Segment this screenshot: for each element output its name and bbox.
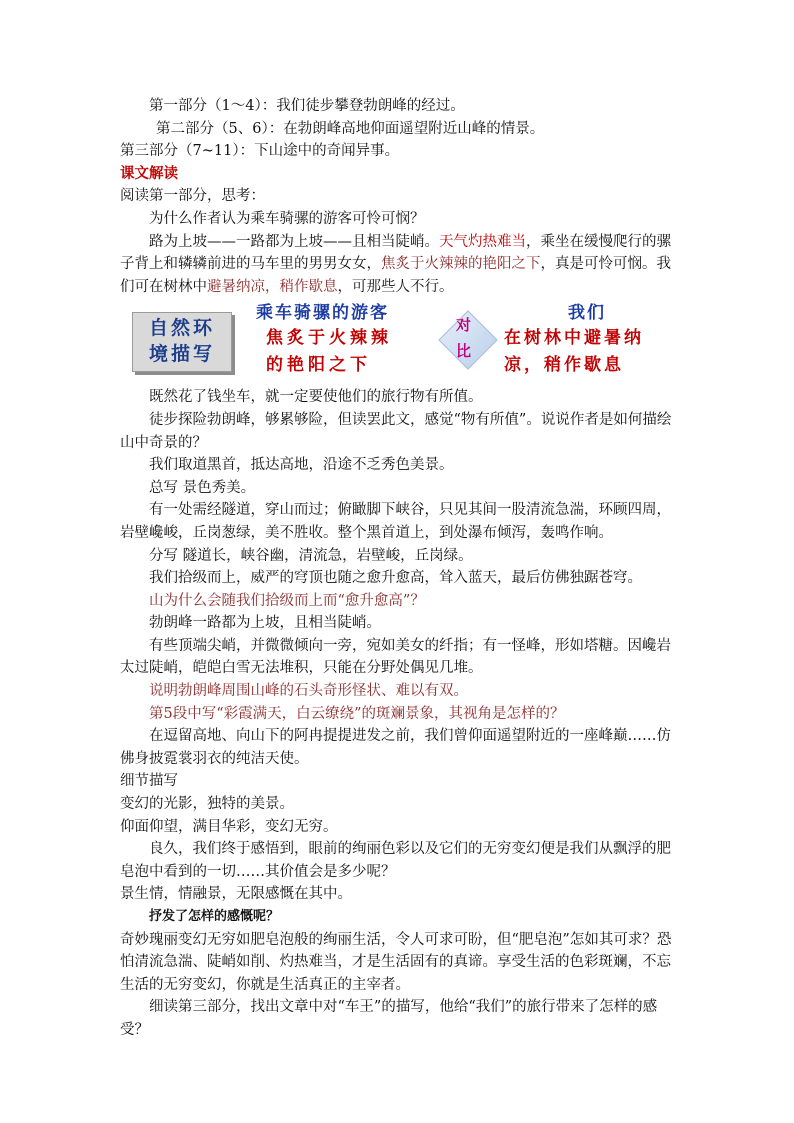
we-line1: 在树林中避暑纳 bbox=[504, 328, 644, 349]
label-detail: 细节描写 bbox=[120, 773, 178, 790]
detail-label: 分写 隧道长，峡谷幽，清流急，岩壁峻，丘岗绿。 bbox=[149, 547, 473, 564]
para-peaks: 有些顶端尖峭，并微微倾向一旁，宛如美女的纤指；有一怪峰，形如塔糖。因巉岩太过陡峭，皑皑白雪无法堆积，只能在分野处偶见几堆。 bbox=[120, 637, 671, 677]
rider-title: 乘车骑骡的游客 bbox=[256, 303, 389, 324]
para-steep: 勃朗峰一路都为上坡，且相当陡峭。 bbox=[149, 615, 381, 632]
outline-part3: 第三部分（7~11）：下山途中的奇闻异事。 bbox=[120, 143, 400, 160]
section-heading: 课文解读 bbox=[120, 164, 178, 182]
contrast-banner bbox=[120, 302, 680, 380]
para-gaze: 在逗留高地、向山下的阿冉提提进发之前，我们曾仰面遥望附近的一座峰巅……仿佛身披霓裳羽衣的纯洁天使。 bbox=[120, 728, 671, 767]
we-line2: 凉，稍作歇息 bbox=[504, 355, 624, 376]
nature-box-line2: 境描写 bbox=[148, 343, 215, 366]
outline-part1: 第一部分（1～4）：我们徒步攀登勃朗峰的经过。 bbox=[149, 98, 465, 114]
question-3: 山为什么会随我们拾级而上而“愈升愈高”？ bbox=[149, 592, 425, 609]
para-valley: 有一处需经隧道，穿山而过；俯瞰脚下峡谷，只见其间一股清流急湍，环顾四周，岩壁巉峻，丘岗葱绿，美不胜收。整个黑首道上，到处瀑布倾泻，轰鸣作响。 bbox=[120, 502, 671, 541]
answer1-highlight-rest: 避暑纳凉，稍作歇息 bbox=[207, 278, 338, 295]
answer1-text-c: ，真是可怜可悯。我们可在树林中 bbox=[120, 256, 671, 295]
rider-line2: 的艳阳之下 bbox=[266, 355, 371, 376]
question-1: 为什么作者认为乘车骑骡的游客可怜可悯？ bbox=[149, 210, 425, 227]
outline-part2: 第二部分（5、6）：在勃朗峰高地仰面遥望附近山峰的情景。 bbox=[156, 120, 545, 137]
answer1-highlight-sun: 焦炙于火辣辣的艳阳之下 bbox=[381, 256, 541, 273]
answer-1 bbox=[120, 231, 680, 299]
para-life: 奇妙瑰丽变幻无穷如肥皂泡般的绚丽生活，令人可求可盼，但“肥皂泡”怎如其可求？恐怕清流急湍、陡峭如削、灼热难当，才是生活固有的真谛。享受生活的色彩斑斓，不忘生活的无穷变幻，你就是生活真正的主宰者。 bbox=[120, 931, 672, 993]
label-light: 变幻的光影，独特的美景。 bbox=[120, 796, 294, 813]
contrast-label-2: 比 bbox=[456, 342, 472, 361]
answer1-text-a: 路为上坡——一路都为上坡——且相当陡峭。 bbox=[149, 233, 439, 250]
answer1-text-d: ，可那些人不行。 bbox=[337, 278, 454, 295]
question-2: 徒步探险勃朗峰，够累够险，但读罢此文，感觉“物有所值”。说说作者是如何描绘山中奇景的？ bbox=[120, 411, 672, 451]
para-climb: 我们拾级而上，威严的穹顶也随之愈升愈高，耸入蓝天，最后仿佛独踞苍穹。 bbox=[149, 570, 642, 587]
we-title: 我们 bbox=[568, 303, 606, 324]
read-part1-prompt: 阅读第一部分，思考： bbox=[120, 188, 265, 205]
nature-box-line1: 自然环 bbox=[148, 317, 215, 340]
question-5: 抒发了怎样的感慨呢？ bbox=[149, 909, 280, 924]
answer1-text-b: ，乘坐在缓慢爬行的骡子背上和辚辚前进的马车里的男男女女， bbox=[120, 233, 671, 273]
contrast-label-1: 对 bbox=[456, 316, 472, 335]
question-4: 第5段中写“彩霞满天，白云缭绕”的斑斓景象，其视角是怎样的？ bbox=[149, 705, 565, 722]
question-6: 细读第三部分，找出文章中对“车王”的描写，他给“我们”的旅行带来了怎样的感受？ bbox=[120, 999, 658, 1038]
para-route: 我们取道黑首，抵达高地，沿途不乏秀色美景。 bbox=[149, 457, 454, 474]
para-money: 既然花了钱坐车，就一定要使他们的旅行物有所值。 bbox=[149, 389, 483, 406]
document-body bbox=[120, 95, 680, 1042]
nature-description-box bbox=[132, 312, 232, 372]
answer-3: 说明勃朗峰周围山峰的石头奇形怪状、难以有双。 bbox=[149, 683, 468, 700]
label-look: 仰面仰望，满目华彩，变幻无穷。 bbox=[120, 818, 338, 835]
summary-label: 总写 景色秀美。 bbox=[149, 479, 256, 496]
rider-line1: 焦炙于火辣辣 bbox=[266, 328, 392, 349]
label-emotion: 景生情，情融景，无限感慨在其中。 bbox=[120, 886, 352, 903]
answer1-highlight-heat: 天气灼热难当 bbox=[439, 233, 526, 250]
para-bubble: 良久，我们终于感悟到，眼前的绚丽色彩以及它们的无穷变幻便是我们从飘浮的肥皂泡中看到的一切……其价值会是多少呢？ bbox=[120, 841, 671, 880]
